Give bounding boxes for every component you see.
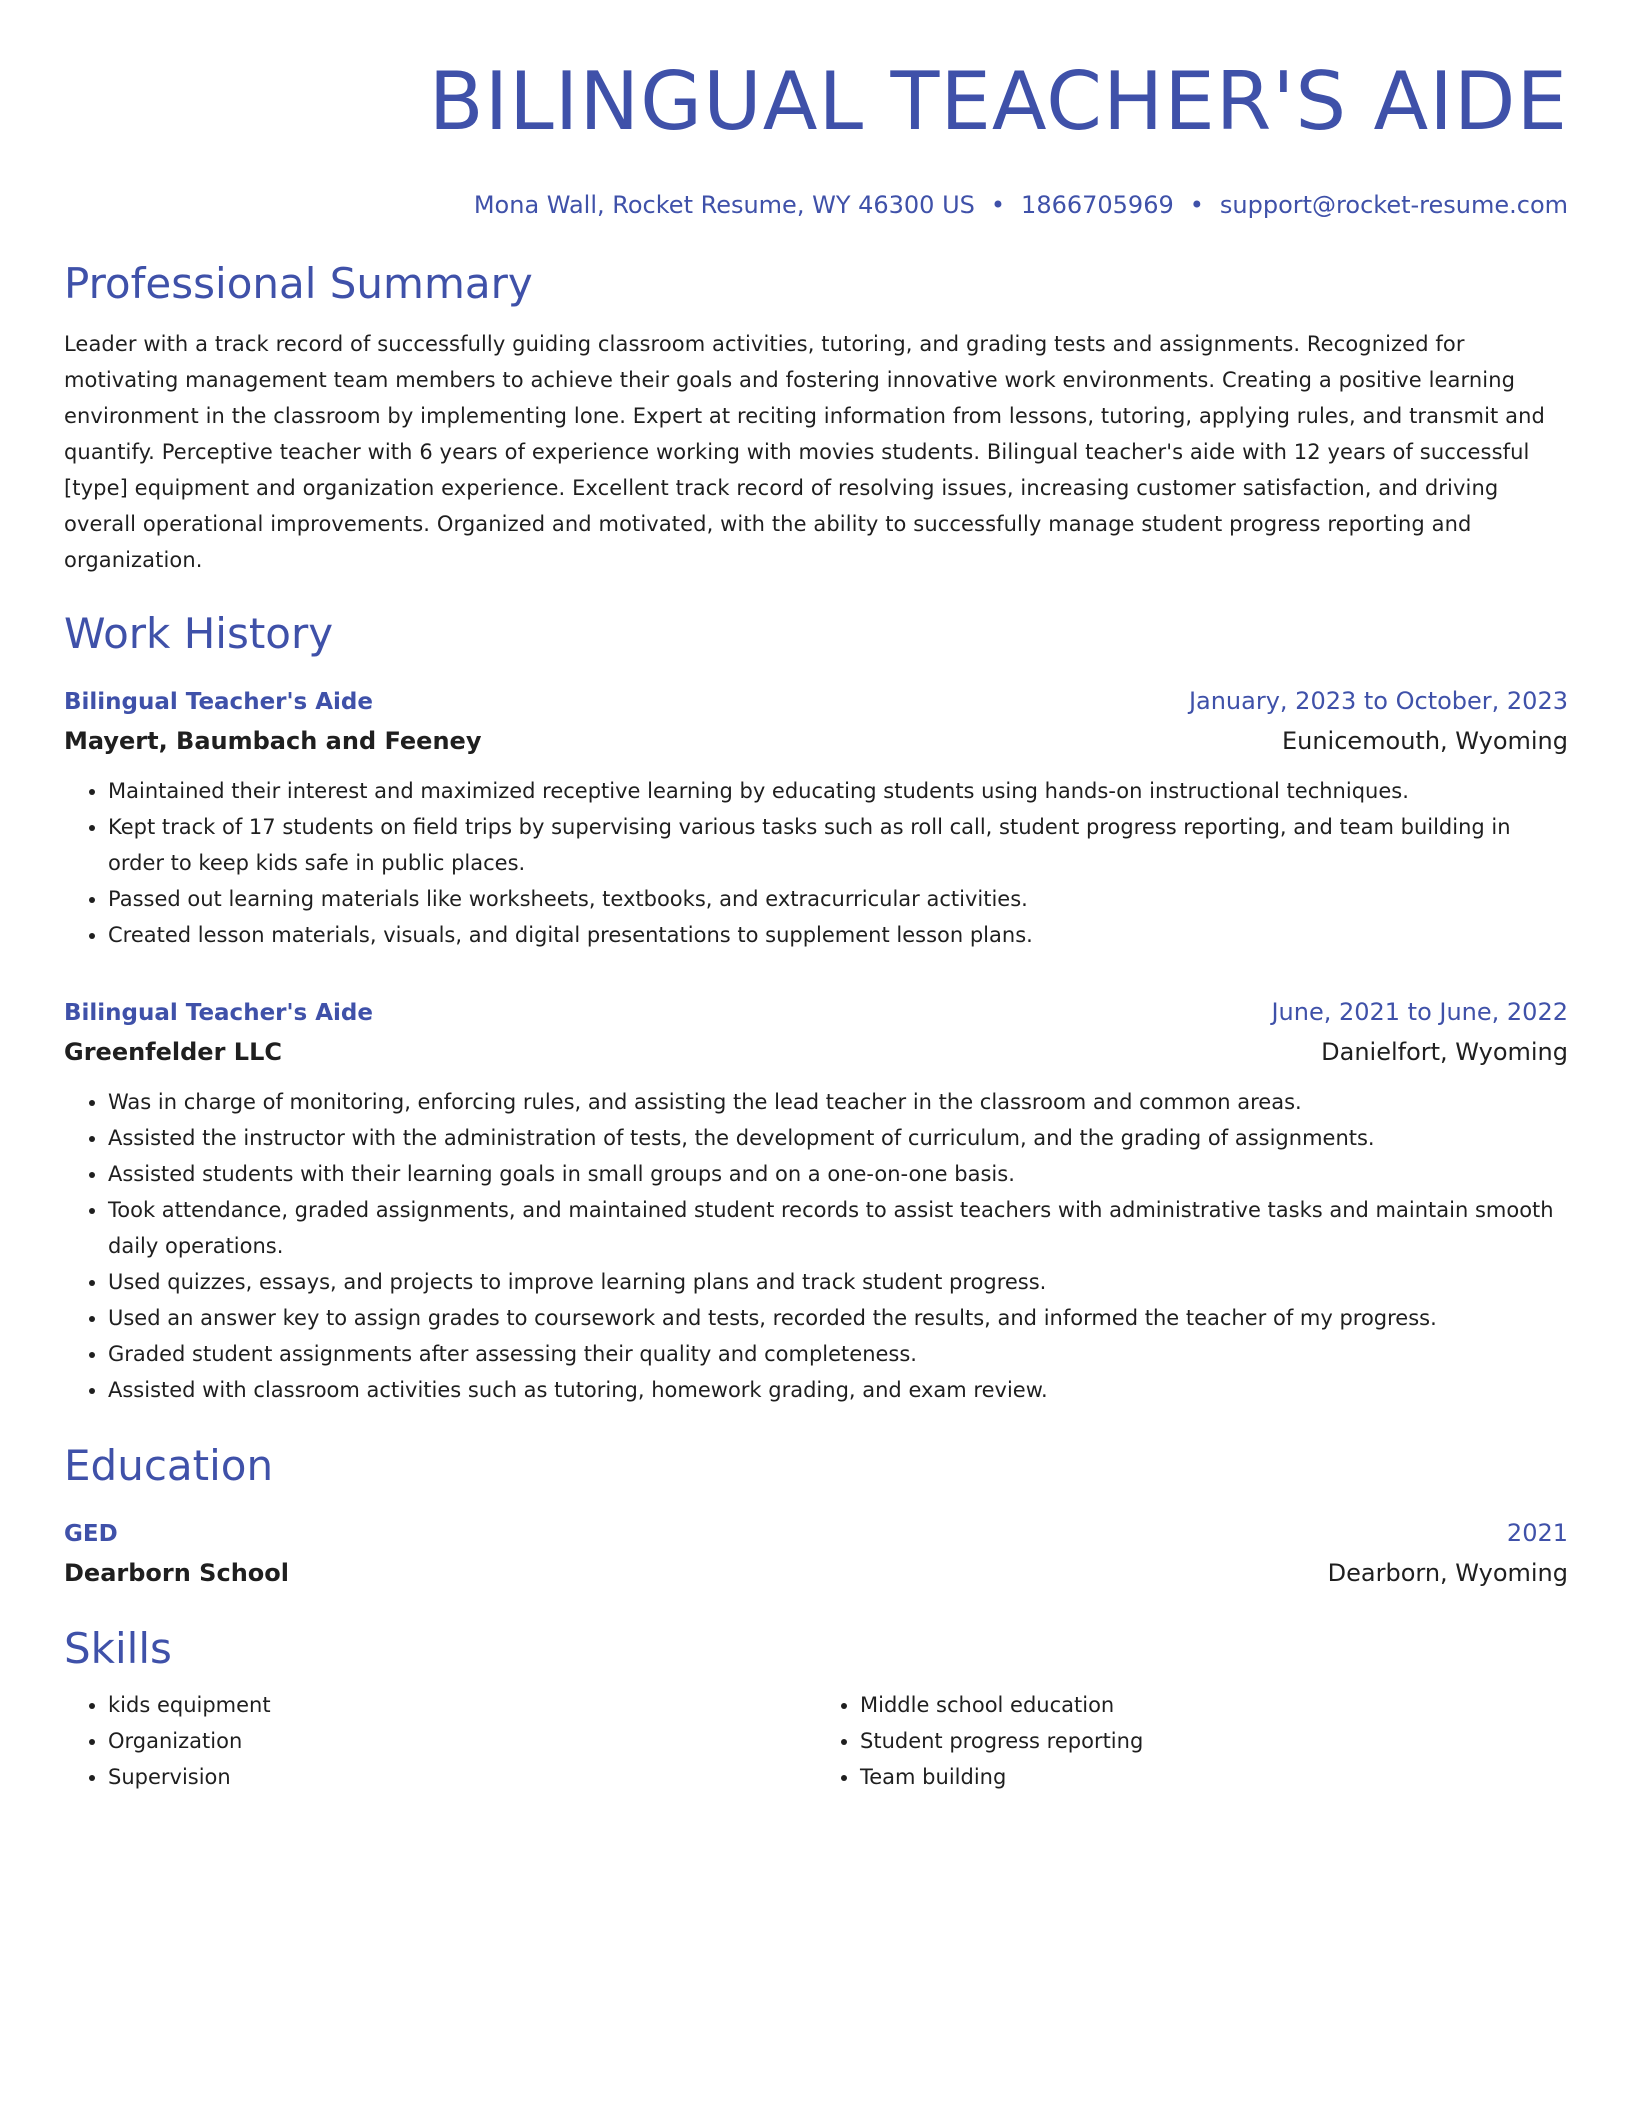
job-title-row: [64, 682, 1568, 721]
skill-item: • Student progress reporting: [860, 1723, 1568, 1759]
job-title-row: [64, 993, 1568, 1032]
skill-item: • Supervision: [108, 1759, 816, 1795]
list-item: • Used an answer key to assign grades to coursework and tests, recorded the results, and informed the teacher of my progress.: [108, 1300, 1568, 1336]
page-title: BILINGUAL TEACHER'S AIDE: [428, 55, 1568, 148]
section-heading-skills: Skills: [64, 1624, 172, 1673]
job-company: Mayert, Baumbach and Feeney: [64, 727, 482, 755]
section-heading-education: Education: [64, 1441, 274, 1490]
education-degree: GED: [64, 1521, 118, 1547]
education-school-row: [64, 1553, 1568, 1593]
contact-separator: •: [1189, 191, 1204, 219]
skill-item: • Middle school education: [860, 1687, 1568, 1723]
list-item: • Assisted students with their learning goals in small groups and on a one-on-one basis.: [108, 1156, 1568, 1192]
job-dates: June, 2021 to June, 2022: [1271, 998, 1568, 1026]
contact-phone: 1866705969: [1021, 191, 1174, 219]
work-history-section: [64, 606, 1568, 1408]
list-item: • Used quizzes, essays, and projects to improve learning plans and track student progress.: [108, 1264, 1568, 1300]
job-company-row: [64, 1032, 1568, 1072]
list-item: • Created lesson materials, visuals, and digital presentations to supplement lesson plans.: [108, 917, 1568, 953]
job-location: Danielfort, Wyoming: [1321, 1038, 1568, 1066]
skills-column-right: [816, 1687, 1568, 1795]
education-school: Dearborn School: [64, 1559, 289, 1587]
section-heading-work: Work History: [64, 609, 334, 658]
job-entry: [64, 682, 1568, 953]
job-dates: January, 2023 to October, 2023: [1188, 687, 1568, 715]
list-item: • Maintained their interest and maximized receptive learning by educating students using hands-on instructional techniques.: [108, 773, 1568, 809]
list-item: • Passed out learning materials like worksheets, textbooks, and extracurricular activities.: [108, 881, 1568, 917]
section-heading-summary: Professional Summary: [64, 259, 533, 308]
education-year: 2021: [1506, 1519, 1568, 1547]
summary-text: Leader with a track record of successfully guiding classroom activities, tutoring, and grading tests and assignments. Recognized for motivating management team members to achieve their goals and fostering innovative work environments. Creating a positive learning environment in the classroom by implementing lone. Expert at reciting information from lessons, tutoring, applying rules, and transmit and quantify. Perceptive teacher with 6 years of experience working with movies students. Bilingual teacher's aide with 12 years of successful [type] equipment and organization experience. Excellent track record of resolving issues, increasing customer satisfaction, and driving overall operational improvements. Organized and motivated, with the ability to successfully manage student progress reporting and organization.: [64, 332, 1545, 572]
job-company: Greenfelder LLC: [64, 1038, 282, 1066]
contact-email: support@rocket-resume.com: [1219, 191, 1568, 219]
education-degree-row: [64, 1514, 1568, 1553]
job-entry: [64, 993, 1568, 1408]
job-bullet-list: [64, 773, 1568, 953]
job-title: Bilingual Teacher's Aide: [64, 689, 373, 715]
contact-address: Mona Wall, Rocket Resume, WY 46300 US: [473, 191, 975, 219]
education-entry: [64, 1514, 1568, 1593]
skill-item: • Team building: [860, 1759, 1568, 1795]
job-location: Eunicemouth, Wyoming: [1281, 727, 1568, 755]
list-item: • Took attendance, graded assignments, and maintained student records to assist teachers with administrative tasks and maintain smooth daily operations.: [108, 1192, 1568, 1264]
job-bullet-list: [64, 1084, 1568, 1408]
skills-grid: [64, 1687, 1568, 1795]
professional-summary-section: [64, 256, 1568, 578]
list-item: • Was in charge of monitoring, enforcing rules, and assisting the lead teacher in the classroom and common areas.: [108, 1084, 1568, 1120]
list-item: • Graded student assignments after assessing their quality and completeness.: [108, 1336, 1568, 1372]
skill-item: • kids equipment: [108, 1687, 816, 1723]
list-item: • Kept track of 17 students on field trips by supervising various tasks such as roll call, student progress reporting, and team building in order to keep kids safe in public places.: [108, 809, 1568, 881]
skills-section: [64, 1621, 1568, 1795]
job-title: Bilingual Teacher's Aide: [64, 1000, 373, 1026]
contact-line: [64, 188, 1568, 222]
job-company-row: [64, 721, 1568, 761]
list-item: • Assisted the instructor with the administration of tests, the development of curriculum, and the grading of assignments.: [108, 1120, 1568, 1156]
list-item: • Assisted with classroom activities such as tutoring, homework grading, and exam review.: [108, 1372, 1568, 1408]
education-location: Dearborn, Wyoming: [1327, 1559, 1568, 1587]
resume-header: [64, 0, 1568, 222]
skill-item: • Organization: [108, 1723, 816, 1759]
education-section: [64, 1438, 1568, 1593]
contact-separator: •: [990, 191, 1006, 219]
skills-column-left: [64, 1687, 816, 1795]
